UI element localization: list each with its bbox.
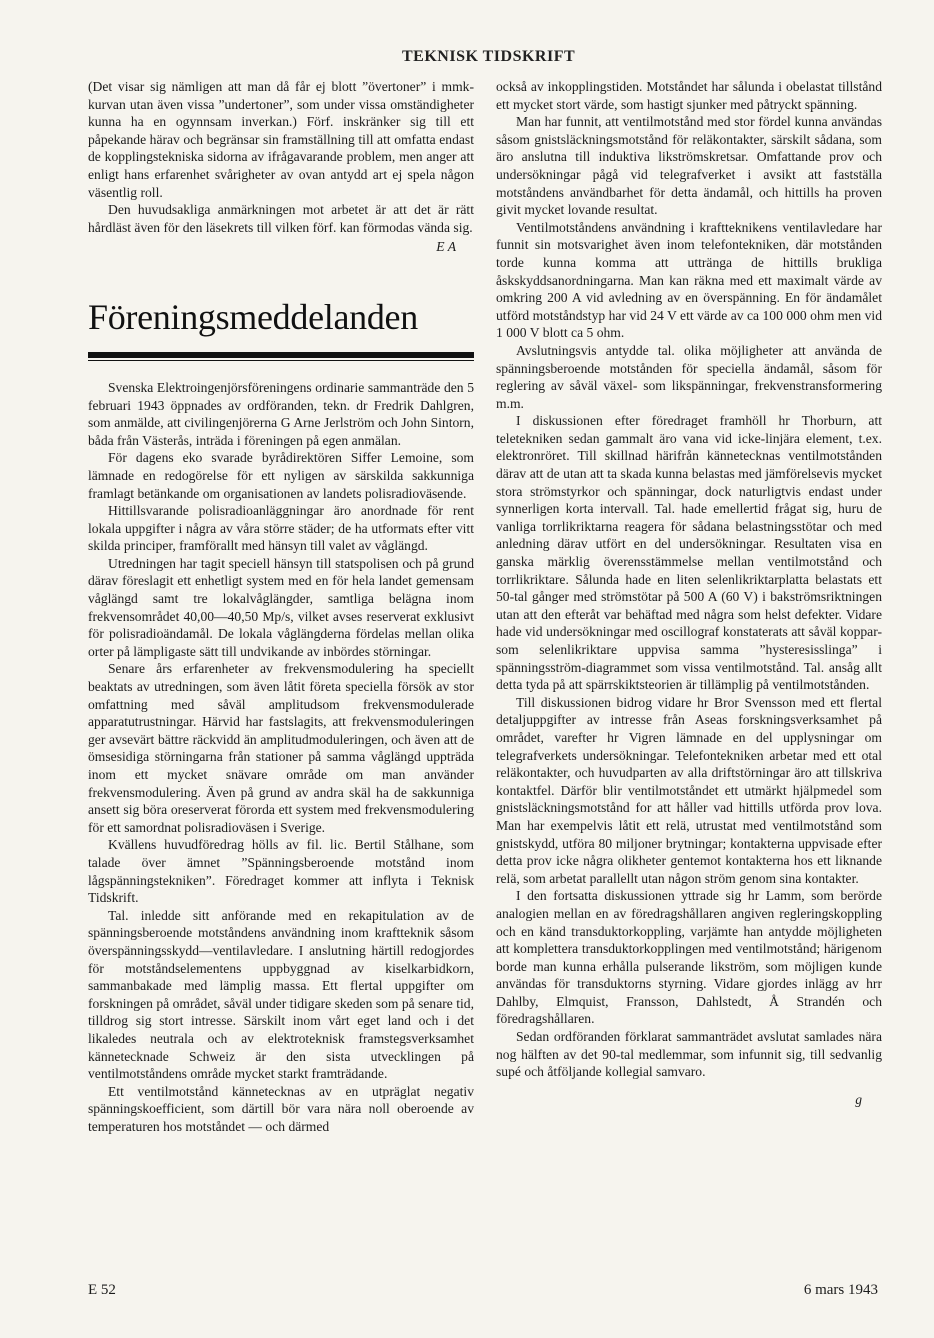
left-column [88,78,474,1135]
issue-date: 6 mars 1943 [803,1282,878,1298]
body-paragraph: Ett ventilmotstånd kännetecknas av en utpräglat negativ spänningskoefficient, som därtill bör vara nära noll oberoende av temperaturen hos motståndet — och därmed [88,1083,474,1134]
review-paragraph: (Det visar sig nämligen att man då får ej blott ”övertoner” i mmk-kurvan utan även vissa ”undertoner”, som under vissa omständigheter kunna ha en ogynnsam inverkan.) Förf. inskränker sig till ett påpekande härav och begränsar sin framställning till att omfatta endast de kopplingstekniska sidorna av ifrågavarande problem, men anger att enligt hans erfarenhet svårigheter av ovan antydd art ej spela någon väsentlig roll. [88,79,474,200]
page-number: E 52 [88,1282,116,1298]
body-paragraph: Utredningen har tagit speciell hänsyn till statspolisen och på grund därav föreslagit ett enhetligt system med en för hela landet gemensam våglängd samt tre lokalvåglängder, samtliga belägna inom frekvensområdet 40,00—40,50 Mp/s, vilket avses reserverat exklusivt för polisradioändamål. De lokala våglängderna fördelas mellan olika orter på lämpligaste sätt till undvikande av inbördes störningar. [88,555,474,659]
body-paragraph: Avslutningsvis antydde tal. olika möjligheter att använda de spänningsberoende motstånden för speciella ändamål, såsom för reglering av såväl växel- som likspänningar, frekvenstransformering m.m. [496,342,882,411]
section-heading: Föreningsmeddelanden [88,296,418,337]
body-paragraph: Kvällens huvudföredrag hölls av fil. lic. Bertil Stålhane, som talade över ämnet ”Spänningsberoende motstånd inom lågspänningstekniken”. Föredraget kommer att inflyta i Teknisk Tidskrift. [88,837,474,906]
report-signature: g [855,1091,862,1107]
body-paragraph: också av inkopplingstiden. Motståndet har sålunda i obelastat tillstånd ett mycket stort värde, som hastigt sjunker med påtryckt spänning. [496,79,882,112]
body-paragraph: Senare års erfarenheter av frekvensmodulering ha speciellt beaktats av utredningen, som även låtit företa speciella försök av stor omfattning med såväl amplitudsom frekvensmodulerade apparatutrustningar. Härvid har fastslagits, att frekvensmoduleringen ger avsevärt bättre räckvidd än amplitudmoduleringen, och även att de ömsesidiga störningarna från stationer på samma våglängd uppträda inom ett mycket snävare område om man använder frekvensmodulering. Även på grund av andra skäl ha de sakkunniga ansett sig böra oreserverat förorda ett system med frekvensmodulering för ett samordnat polisradioväsen i Sverige. [88,661,474,835]
body-paragraph: Svenska Elektroingenjörsföreningens ordinarie sammanträde den 5 februari 1943 öppnades av ordföranden, tekn. dr Fredrik Dahlgren, som anmälde, att civilingenjörerna G Arne Jerlström och John Sintorn, båda från Västerås, inträda i föreningen på egen anmälan. [88,379,474,448]
body-paragraph: Till diskussionen bidrog vidare hr Bror Svensson med ett flertal detaljuppgifter av intresse från Aseas forskningsverksamhet på området, varefter hr Vigren lämnade en del upplysningar om telegrafverkets undersökningar. Telefontekniken arbetar med ett otal reläkontakter, och huvudparten av alla driftstörningar äro att tillskriva kontaktfel. Därför blir ventilmotståndet ett utmärkt hjälpmedel som gnistsläckningsmotstånd for att håller vad hittills utförda prov lova. Man har exempelvis låtit ett relä, utrustat med ventilmotstånd som gnistskydd, utföra 80 miljoner brytningar; kontakterna uppvisade efter detta prov icke några olikheter gentemot kontakterna hos ett liknande relä, som arbetat parallellt utan någon ström genom sina kontakter. [496,694,882,886]
review-signature: E A [436,239,456,255]
body-paragraph: Sedan ordföranden förklarat sammanträdet avslutat samlades nära nog hälften av det 90-tal medlemmar, som infunnit sig, till sedvanlig supé och åtföljande kollegial samvaro. [496,1029,882,1080]
body-paragraph: Ventilmotståndens användning i kraftteknikens ventilavledare har funnit sin motsvarighet även inom telefontekniken, där motstånden torde kunna komma att uttränga de hittills brukliga åskskyddsanordningarna. Man kan räkna med ett maximalt värde av omkring 200 A vid avledning av en överspänning. En för ändamålet utförd motståndstyp har vid 24 V ett värde av ca 100 000 ohm men vid 1 000 V blott ca 5 ohm. [496,219,882,341]
body-paragraph: Hittillsvarande polisradioanläggningar äro anordnade för rent lokala uppgifter i några av våra större städer; de ha utformats efter vitt skilda principer, framförallt med hänsyn till valet av våglängd. [88,503,474,554]
body-paragraph: I diskussionen efter föredraget framhöll hr Thorburn, att teletekniken sedan gammalt äro vana vid icke-linjära element, t.ex. elektronröret. Till skillnad härifrån kännetecknas ventilmotstånden därav att de utan att ta skada kunna belastas med jämförelsevis mycket stora strömstyrkor och spänningar, dock naturligtvis endast under synnerligen korta intervall. Tal. hade emellertid frågat sig, huru de vanliga torrlikriktarna reagera för sådana belastningsstötar och med anledning därav utfört en del undersökningar. Resultaten visa en ganska märklig överensstämmelse mellan ventilmotstånd och torrlikriktare. Sålunda hade en liten selenlikriktarplatta belastats ett 50-tal gånger med strömstötar på 500 A (60 V) i bakströmsriktningen utan att den efteråt var behäftad med några som helst defekter. Vidare hade vid undersökningar med oscillograf konstaterats att såväl koppar- som selenlikriktare uppvisa samma ”hysteresisslinga” i spänningsström-diagrammet som vissa ventilmotstånd. Tal. ansåg allt detta tyda på att spärrskiktsteorien är tillämplig på ventilmotstånden. [496,413,882,693]
body-paragraph: För dagens eko svarade byrådirektören Siffer Lemoine, som lämnade en redogörelse för ett nyligen av särskilda sakkunniga framlagt betänkande om organisationen av landets polisradioväsende. [88,450,474,501]
right-column [496,78,882,1108]
journal-title: TEKNISK TIDSKRIFT [402,48,576,65]
body-paragraph: I den fortsatta diskussionen yttrade sig hr Lamm, som berörde analogien mellan en av föredragshållaren angiven regleringskoppling och en känd transduktorkoppling, varjämte han antydde möjligheten att komplettera transduktorkopplingen med ventilmotstånd; härigenom borde man kunna erhålla pulserande likström, som möjligen kunde användas för transduktorns styrning. Vidare gjordes inlägg av hrr Dahlby, Elmquist, Fransson, Dahlstedt, Å Strandén och föredragshållaren. [496,888,882,1027]
heading-rule-thin [88,360,474,361]
heading-rule [88,352,474,358]
body-paragraph: Man har funnit, att ventilmotstånd med stor fördel kunna användas såsom gnistsläckningsmotstånd för reläkontakter, särskilt sådana, som äro anslutna till induktiva likströmskretsar. Omfattande prov och undersökningar pågå vid telegrafverket i avsikt att fastställa motståndens användbarhet för detta ändamål, och hittills ha proven givit mycket lovande resultat. [496,114,882,218]
review-paragraph: Den huvudsakliga anmärkningen mot arbetet är att det är rätt hårdläst även för den läsekrets till vilken förf. kan förmodas vända sig. [88,202,474,235]
body-paragraph: Tal. inledde sitt anförande med en rekapitulation av de spänningsberoende motståndens användning inom kraftteknik såsom överspänningsskydd—ventilavledare. I anslutning härtill redogjordes för motståndselementens uppbyggnad av kiselkarbidkorn, sammanbakade med lämplig massa. Ett flertal uppgifter om forskningen på området, såväl under tidigare skeden som på senare tid, tilldrog sig stort intresse. Särskilt inom vårt eget land och i det likaledes neutrala och av elektroteknisk framstegsverksamhet kännetecknade Schweiz är den sista utvecklingen på ventilmotståndens område mycket starkt framträdande. [88,907,474,1082]
